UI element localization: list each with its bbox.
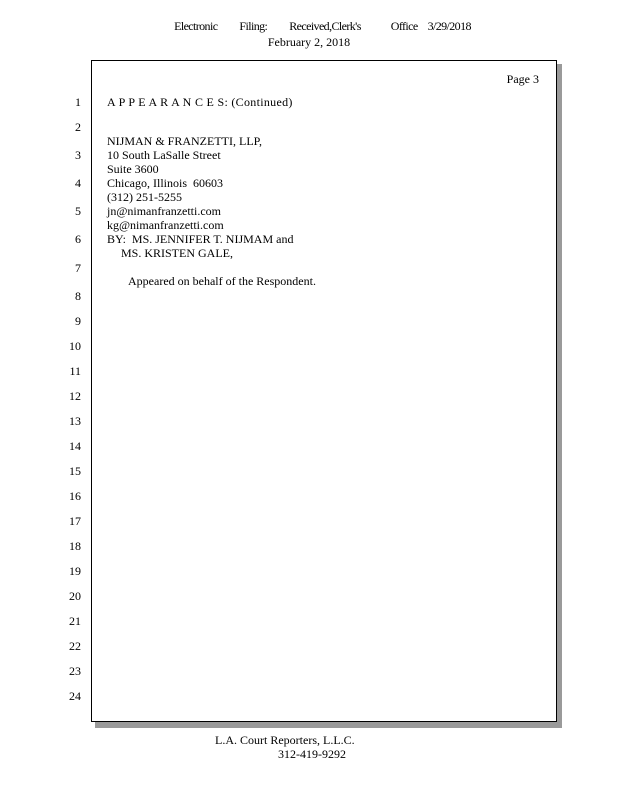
line-number: 7 xyxy=(75,261,81,275)
line-number: 5 xyxy=(75,204,81,218)
line-number: 15 xyxy=(69,464,81,478)
footer-company: L.A. Court Reporters, L.L.C. xyxy=(215,733,355,747)
line-number: 17 xyxy=(69,514,81,528)
phone-number: (312) 251-5255 xyxy=(107,190,182,204)
appearance-note: Appeared on behalf of the Respondent. xyxy=(128,274,316,288)
address-suite: Suite 3600 xyxy=(107,162,159,176)
line-number: 4 xyxy=(75,176,81,190)
line-number: 16 xyxy=(69,489,81,503)
stamp-word: Received, xyxy=(289,19,332,33)
firm-name: NIJMAN & FRANZETTI, LLP, xyxy=(107,134,262,148)
stamp-word: Clerk's xyxy=(331,19,361,33)
line-number: 8 xyxy=(75,289,81,303)
email-address: kg@nimanfranzetti.com xyxy=(107,218,224,232)
line-number: 11 xyxy=(69,364,81,378)
page-number: Page 3 xyxy=(506,72,539,86)
address-street: 10 South LaSalle Street xyxy=(107,148,221,162)
email-address: jn@nimanfranzetti.com xyxy=(107,204,222,218)
line-number: 3 xyxy=(75,148,81,162)
filing-stamp xyxy=(0,19,618,34)
line-number: 14 xyxy=(69,439,81,453)
line-number: 1 xyxy=(75,95,81,109)
stamp-word: Office xyxy=(390,19,418,33)
stamp-word: Filing: xyxy=(239,19,268,33)
line-number: 10 xyxy=(69,339,81,353)
attorney-line: MS. KRISTEN GALE, xyxy=(121,246,234,260)
line-number: 2 xyxy=(75,120,81,134)
line-number: 13 xyxy=(69,414,81,428)
line-number: 24 xyxy=(69,689,81,703)
line-number: 21 xyxy=(69,614,81,628)
line-number: 22 xyxy=(69,639,81,653)
line-number: 18 xyxy=(69,539,81,553)
line-number: 23 xyxy=(69,664,81,678)
address-city: Chicago, Illinois 60603 xyxy=(107,176,223,190)
line-number: 6 xyxy=(75,232,81,246)
line-number: 19 xyxy=(69,564,81,578)
header-date: February 2, 2018 xyxy=(267,35,351,49)
line-number: 12 xyxy=(69,389,81,403)
footer-phone: 312-419-9292 xyxy=(278,747,346,761)
stamp-word: 3/29/2018 xyxy=(427,19,471,33)
attorney-line: BY: MS. JENNIFER T. NIJMAM and xyxy=(107,232,294,246)
appearances-heading: A P P E A R A N C E S: (Continued) xyxy=(107,95,293,109)
line-number: 9 xyxy=(75,314,81,328)
stamp-word: Electronic xyxy=(174,19,218,33)
line-number: 20 xyxy=(69,589,81,603)
